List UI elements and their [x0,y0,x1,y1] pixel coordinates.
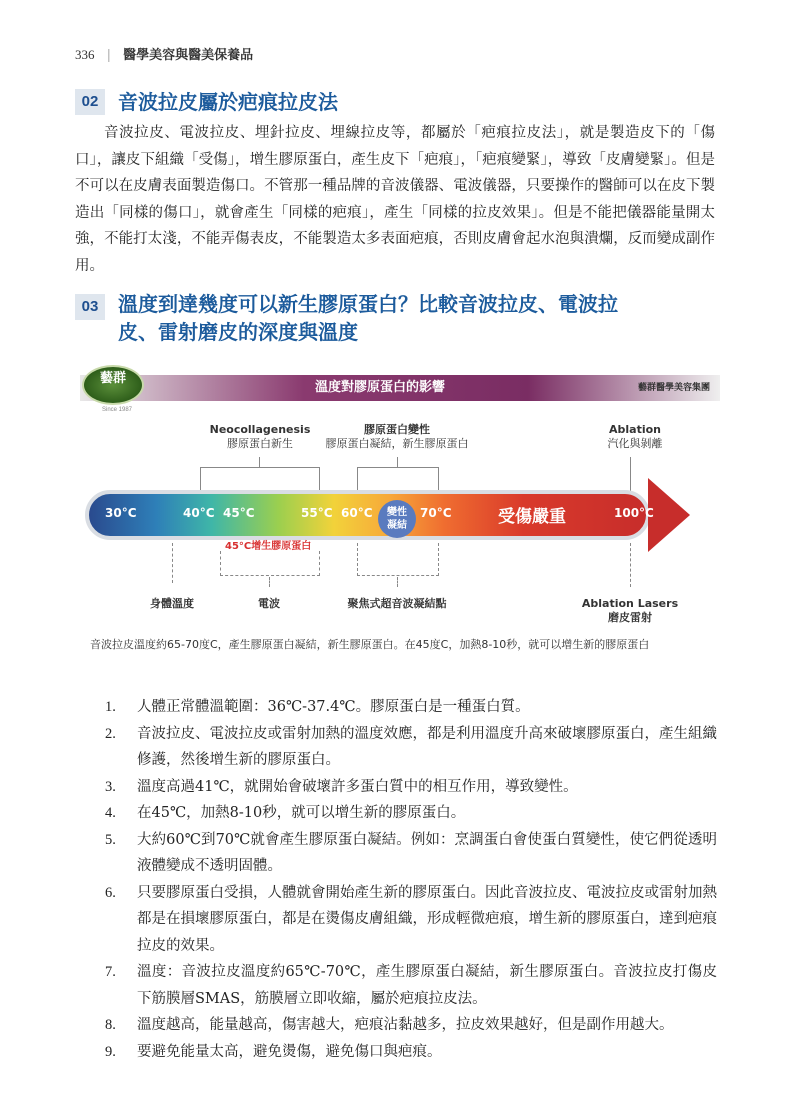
figure-banner [80,375,720,401]
list-item-text: 溫度：音波拉皮溫度約65℃-70℃，產生膠原蛋白凝結，新生膠原蛋白。音波拉皮打傷皮下筋膜層SMAS，筋膜層立即收縮，屬於疤痕拉皮法。 [137,964,717,1007]
body-temp-label: 身體溫度 [150,597,194,610]
temp-45: 45°C [223,506,255,520]
hifu-label: 聚焦式超音波凝結點 [347,597,447,610]
body-temp-line [172,543,173,583]
bracket-stem [269,577,270,587]
bracket-stem [259,457,260,467]
rf-bracket [220,551,320,576]
figure-org: 藝群醫學美容集團 [637,383,710,393]
section-title-line1: 溫度到達幾度可以新生膠原蛋白？比較音波拉皮、電波拉 [118,292,618,316]
list-item-number: 3. [105,778,116,795]
list-item [105,721,717,774]
list-item [105,1039,717,1066]
temp-55: 55°C [301,506,333,520]
temperature-arrowhead [648,478,690,552]
list-item [105,1012,717,1039]
list-item [105,827,717,880]
list-item-number: 4. [105,805,116,821]
list-item-text: 要避免能量太高，避免燙傷，避免傷口與疤痕。 [137,1043,442,1060]
temperature-figure [80,365,720,635]
logo-since: Since 1987 [102,407,133,413]
list-item-number: 8. [105,1017,116,1033]
range-45-label: 45°C增生膠原蛋白 [225,541,312,552]
laser-label: Ablation Lasers 磨皮雷射 [581,597,679,624]
list-item-text: 只要膠原蛋白受損，人體就會開始產生新的膠原蛋白。因此音波拉皮、電波拉皮或雷射加熱都是在損壞膠原蛋白，都是在燙傷皮膚組織，形成輕微疤痕，增生新的膠原蛋白，達到疤痕拉皮的效果。 [137,884,717,954]
bracket-stem [397,577,398,587]
section-number: 02 [75,89,105,115]
list-item-text: 溫度越高，能量越高，傷害越大，疤痕沾黏越多，拉皮效果越好，但是副作用越大。 [137,1017,674,1033]
denaturation-label: 膠原蛋白變性 膠原蛋白凝結，新生膠原蛋白 [325,423,469,450]
section-title-line2: 皮、雷射磨皮的深度與溫度 [118,320,358,344]
logo: 藝群 [82,365,144,405]
neocollagenesis-bracket [200,467,320,492]
list-item-text: 音波拉皮、電波拉皮或雷射加熱的溫度效應，都是利用溫度升高來破壞膠原蛋白，產生組織修護，然後增生新的膠原蛋白。 [137,725,717,768]
list-item-text: 在45℃，加熱8-10秒，就可以增生新的膠原蛋白。 [137,805,466,821]
section-number: 03 [75,294,105,320]
list-item [105,800,717,827]
neocollagenesis-label: Neocollagenesis 膠原蛋白新生 [209,423,311,450]
bracket-stem [397,457,398,467]
injury-label: 受傷嚴重 [498,507,566,527]
temp-30: 30°C [105,506,137,520]
rf-label: 電波 [258,597,280,610]
ablation-label: Ablation 汽化與剝離 [607,423,663,450]
list-item-text: 人體正常體溫範圍：36℃-37.4℃。膠原蛋白是一種蛋白質。 [137,699,530,715]
list-item-number: 5. [105,831,116,848]
temp-70: 70°C [420,506,452,520]
list-item-number: 1. [105,699,116,715]
points-list [105,694,717,1065]
list-item [105,880,717,960]
list-item [105,694,717,721]
section-title: 音波拉皮屬於疤痕拉皮法 [118,90,338,114]
list-item-number: 7. [105,964,116,980]
list-item-text: 溫度高過41℃，就開始會破壞許多蛋白質中的相互作用，導致變性。 [137,778,578,795]
page-header [75,44,253,63]
temp-100: 100°C [614,506,654,520]
header-divider: | [106,48,112,63]
list-item-text: 大約60℃到70℃就會產生膠原蛋白凝結。例如：烹調蛋白會使蛋白質變性，使它們從透明液體變成不透明固體。 [137,831,717,874]
section-body: 音波拉皮、電波拉皮、埋針拉皮、埋線拉皮等，都屬於「疤痕拉皮法」，就是製造皮下的「傷口」，讓皮下組織「受傷」，增生膠原蛋白，產生皮下「疤痕」，「疤痕變緊」，導致「皮膚變緊」。但是不可以在皮膚表面製造傷口。不管那一種品牌的音波儀器、電波儀器，只要操作的醫師可以在皮下製造出「同樣的傷口」，就會產生「同樣的疤痕」，產生「同樣的拉皮效果」。但是不能把儀器能量開太強，不能打太淺，不能弄傷表皮，不能製造太多表面疤痕，否則皮膚會起水泡與潰爛，反而變成副作用。 [75,125,715,274]
figure-title: 溫度對膠原蛋白的影響 [314,380,445,395]
book-title: 醫學美容與醫美保養品 [123,48,254,63]
temp-40: 40°C [183,506,215,520]
list-item-number: 6. [105,884,116,901]
hifu-bracket [357,543,439,576]
temp-60: 60°C [341,506,373,520]
page-number: 336 [75,47,95,62]
denaturation-bracket [357,467,439,492]
laser-line [630,543,631,587]
list-item-number: 9. [105,1043,116,1060]
ablation-line [630,457,631,491]
list-item-number: 2. [105,725,116,742]
figure-caption: 音波拉皮溫度約65-70度C，產生膠原蛋白凝結，新生膠原蛋白。在45度C，加熱8-10秒，就可以增生新的膠原蛋白 [90,638,650,651]
list-item [105,774,717,801]
denature-badge: 變性 凝結 [378,500,416,538]
list-item [105,959,717,1012]
